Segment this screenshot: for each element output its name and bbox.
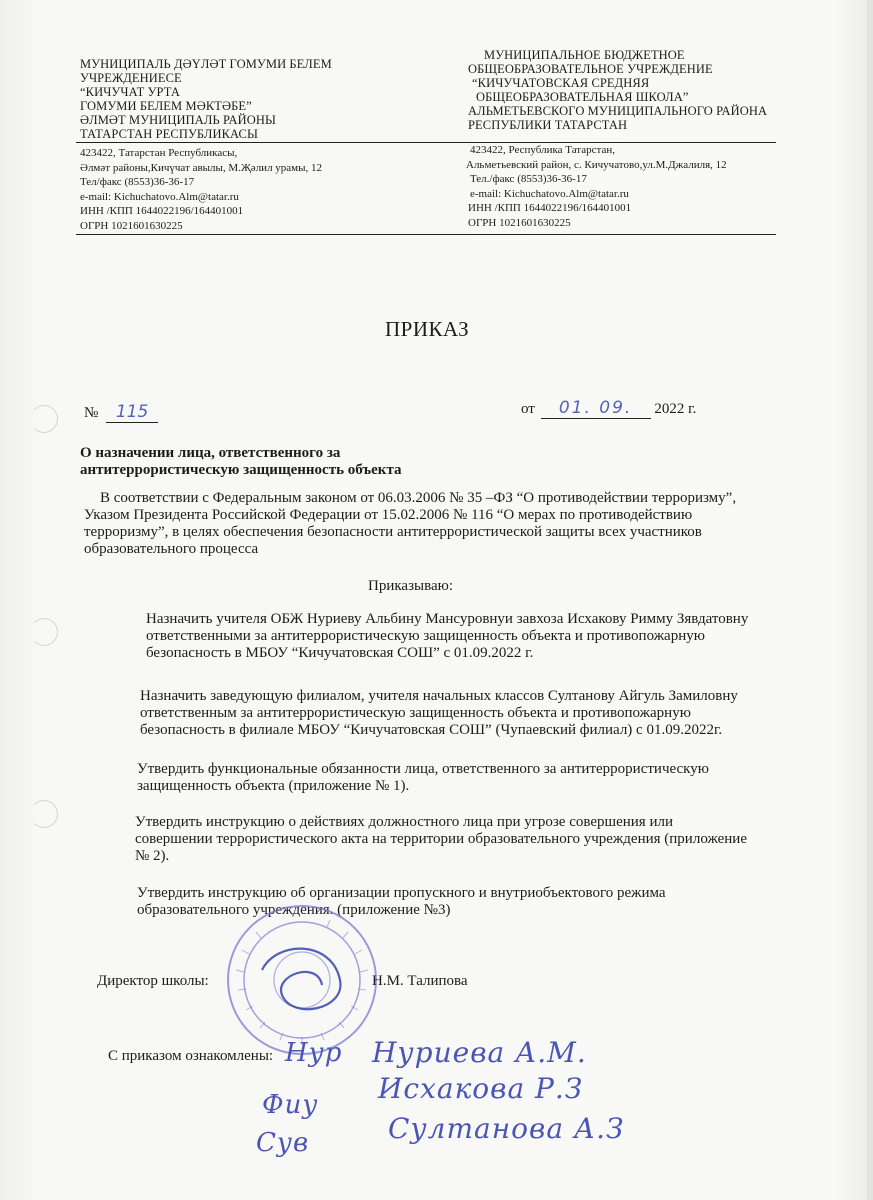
initials-signature: Фиу <box>262 1090 319 1120</box>
punch-hole-mark <box>30 800 58 828</box>
punch-hole-mark <box>30 405 58 433</box>
contact-line: ИНН /КПП 1644022196/164401001 <box>468 202 632 215</box>
contact-line: Альметьевский район, с. Кичучатово,ул.М.Джалиля, 12 <box>466 158 727 171</box>
contact-line: e-mail: Kichuchatovo.Alm@tatar.ru <box>80 190 239 203</box>
director-name: Н.М. Талипова <box>372 973 468 989</box>
preamble-line: терроризму”, в целях обеспечения безопасности антитеррористической защиты всех участников <box>84 524 702 540</box>
header-left-line: “КИЧУЧАТ УРТА <box>80 85 180 99</box>
subject-line: О назначении лица, ответственного за <box>80 445 341 461</box>
header-left-line: МУНИЦИПАЛЬ ДӘҮЛӘТ ГОМУМИ БЕЛЕМ <box>80 57 332 71</box>
preamble-line: В соответствии с Федеральным законом от 06.03.2006 № 35 –ФЗ “О противодействии терроризму”, <box>100 490 737 506</box>
contact-line: e-mail: Kichuchatovo.Alm@tatar.ru <box>470 187 629 200</box>
header-right-line: ОБЩЕОБРАЗОВАТЕЛЬНАЯ ШКОЛА” <box>476 90 689 104</box>
header-left-line: ТАТАРСТАН РЕСПУБЛИКАСЫ <box>80 127 258 141</box>
director-label: Директор школы: <box>97 973 209 989</box>
document-title: ПРИКАЗ <box>385 317 470 341</box>
header-left-org <box>80 57 332 141</box>
header-right-org <box>468 48 767 132</box>
contact-line: 423422, Татарстан Республикасы, <box>80 147 238 159</box>
header-right-line: РЕСПУБЛИКИ ТАТАРСТАН <box>468 118 628 132</box>
order-item-2 <box>140 688 738 739</box>
page-edge <box>867 0 873 1200</box>
order-subject <box>80 445 402 479</box>
order-date-year: 2022 г. <box>654 401 697 417</box>
header-right-line: АЛЬМЕТЬЕВСКОГО МУНИЦИПАЛЬНОГО РАЙОНА <box>468 104 768 118</box>
header-right-line: ОБЩЕОБРАЗОВАТЕЛЬНОЕ УЧРЕЖДЕНИЕ <box>468 62 713 76</box>
order-date-value: 01. 09. <box>558 398 633 418</box>
order-item-3 <box>137 761 709 795</box>
acquainted-label: С приказом ознакомлены: <box>108 1048 274 1064</box>
handwritten-signature: Нуриева А.М. <box>372 1036 587 1069</box>
item-line: образовательного учреждения. (приложение №3) <box>137 902 451 918</box>
order-date <box>521 398 696 419</box>
item-line: Утвердить инструкцию об организации пропускного и внутриобъектового режима <box>137 885 666 901</box>
header-right-contacts <box>466 143 727 231</box>
header-right-line: “КИЧУЧАТОВСКАЯ СРЕДНЯЯ <box>472 76 650 90</box>
item-line: ответственными за антитеррористическую защищенность объекта и противопожарную <box>146 628 705 644</box>
preamble-line: образовательного процесса <box>84 541 259 557</box>
header-left-line: УЧРЕЖДЕНИЕСЕ <box>80 71 182 85</box>
item-line: совершении террористического акта на территории образовательного учреждения (приложение <box>135 831 747 847</box>
item-line: Утвердить инструкцию о действиях должностного лица при угрозе совершения или <box>135 814 673 830</box>
contact-line: Тел/факс (8553)36-36-17 <box>80 176 195 189</box>
handwritten-signature: Султанова А.З <box>388 1112 625 1145</box>
date-prefix: от <box>521 401 535 417</box>
contact-line: 423422, Республика Татарстан, <box>470 144 615 156</box>
item-line: ответственным за антитеррористическую защищенность объекта и противопожарную <box>140 705 691 721</box>
item-line: защищенность объекта (приложение № 1). <box>137 778 410 794</box>
initials-signature: Нур <box>285 1038 343 1068</box>
contact-line: ОГРН 1021601630225 <box>468 216 571 229</box>
contact-line: ОГРН 1021601630225 <box>80 219 183 232</box>
header-right-line: МУНИЦИПАЛЬНОЕ БЮДЖЕТНОЕ <box>484 48 685 62</box>
contact-line: Әлмәт районы,Кичүчат авылы, М.Җәлил урамы, 12 <box>80 161 323 174</box>
order-item-1 <box>146 611 748 662</box>
order-word: Приказываю: <box>368 578 453 594</box>
subject-line: антитеррористическую защищенность объекта <box>80 462 402 478</box>
item-line: Назначить учителя ОБЖ Нуриеву Альбину Мансуровнуи завхоза Исхакову Римму Зявдатовну <box>146 611 749 627</box>
item-line: безопасность в МБОУ “Кичучатовская СОШ” с 01.09.2022 г. <box>146 645 534 661</box>
header-left-line: ӘЛМӘТ МУНИЦИПАЛЬ РАЙОНЫ <box>80 113 276 127</box>
round-stamp <box>222 900 382 1060</box>
order-item-4 <box>135 814 747 865</box>
order-number <box>84 402 158 423</box>
initials-signature: Сув <box>256 1128 310 1158</box>
punch-hole-mark <box>30 618 58 646</box>
item-line: Утвердить функциональные обязанности лица, ответственного за антитеррористическую <box>137 761 709 777</box>
item-line: Назначить заведующую филиалом, учителя начальных классов Султанову Айгуль Замиловну <box>140 688 738 704</box>
header-left-contacts <box>80 146 322 234</box>
item-line: безопасность в филиале МБОУ “Кичучатовская СОШ” (Чупаевский филиал) с 01.09.2022г. <box>140 722 723 738</box>
header-bottom-rule <box>76 234 776 235</box>
preamble-line: Указом Президента Российской Федерации от 15.02.2006 № 116 “О мерах по противодействию <box>84 507 693 523</box>
preamble <box>84 490 736 558</box>
number-label: № <box>84 405 99 421</box>
header-left-line: ГОМУМИ БЕЛЕМ МӘКТӘБЕ” <box>80 99 252 113</box>
handwritten-signature: Исхакова Р.З <box>378 1072 584 1105</box>
item-line: № 2). <box>135 848 170 864</box>
order-item-5 <box>137 885 666 919</box>
contact-line: Тел./факс (8553)36-36-17 <box>470 173 587 186</box>
contact-line: ИНН /КПП 1644022196/164401001 <box>80 205 244 218</box>
order-number-value: 115 <box>115 402 149 422</box>
